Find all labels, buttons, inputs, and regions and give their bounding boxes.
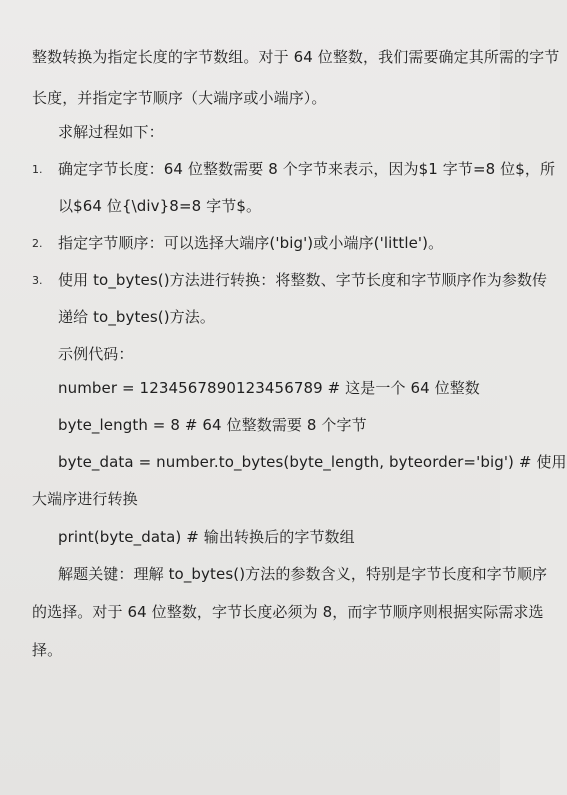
list-item-text: 使用 to_bytes()方法进行转换：将整数、字节长度和字节顺序作为参数传 — [58, 271, 548, 289]
list-number: 3. — [32, 274, 43, 287]
code-line: byte_data = number.to_bytes(byte_length, byteorder='big') # 使用 — [58, 453, 567, 471]
list-item-text: 递给 to_bytes()方法。 — [58, 308, 215, 326]
list-item-text: 指定字节顺序：可以选择大端序('big')或小端序('little')。 — [58, 234, 444, 252]
code-line: number = 1234567890123456789 # 这是一个 64 位整数 — [58, 379, 480, 397]
text-line: 求解过程如下： — [58, 123, 164, 141]
list-number: 1. — [32, 163, 43, 176]
list-item-text: 以$64 位{\div}8=8 字节$。 — [58, 197, 262, 215]
text-line: 长度，并指定字节顺序（大端序或小端序）。 — [32, 89, 327, 107]
code-line-wrap: 大端序进行转换 — [32, 490, 138, 508]
key-point-text: 择。 — [32, 641, 63, 659]
key-point-text: 的选择。对于 64 位整数，字节长度必须为 8，而字节顺序则根据实际需求选 — [32, 603, 544, 621]
code-line: byte_length = 8 # 64 位整数需要 8 个字节 — [58, 416, 367, 434]
key-point-text: 解题关键：理解 to_bytes()方法的参数含义，特别是字节长度和字节顺序 — [58, 565, 548, 583]
list-number: 2. — [32, 237, 43, 250]
example-heading: 示例代码： — [58, 345, 134, 363]
code-line: print(byte_data) # 输出转换后的字节数组 — [58, 528, 355, 546]
text-line: 整数转换为指定长度的字节数组。对于 64 位整数，我们需要确定其所需的字节 — [32, 48, 560, 66]
list-item-text: 确定字节长度：64 位整数需要 8 个字节来表示，因为$1 字节=8 位$，所 — [58, 160, 556, 178]
